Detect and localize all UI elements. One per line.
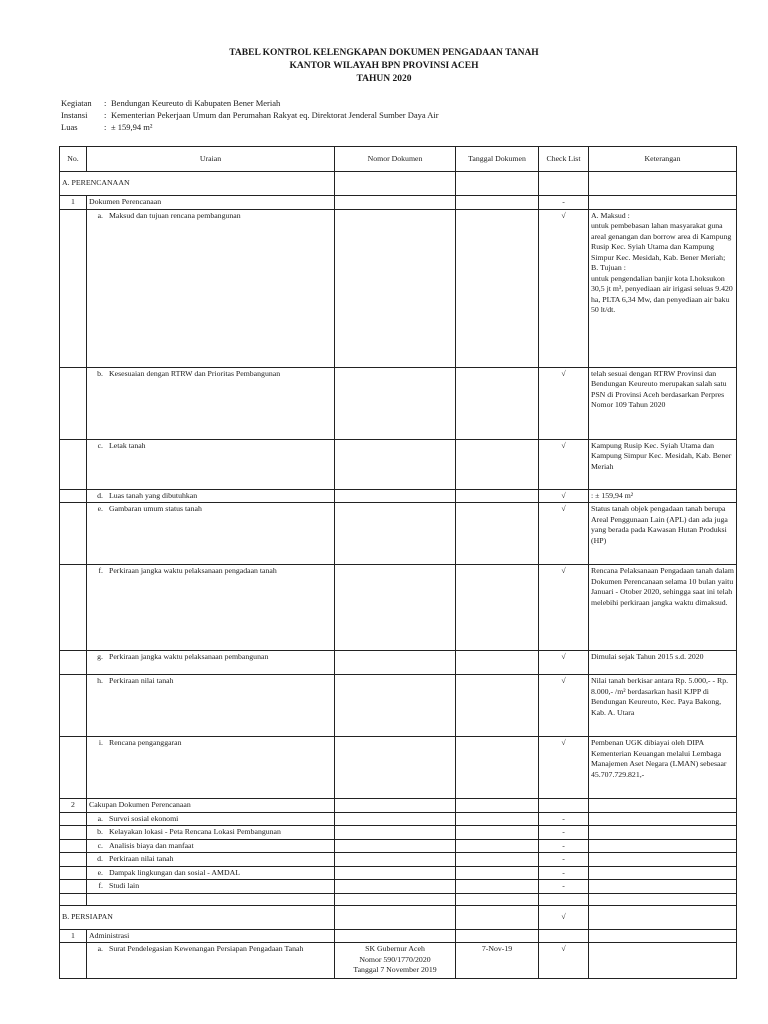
row-uraian (87, 812, 335, 826)
empty-cell (456, 209, 539, 367)
header-nomor-dokumen: Nomor Dokumen (335, 147, 456, 172)
meta-colon: : (104, 110, 107, 120)
row-check: √ (539, 943, 589, 979)
table-row (60, 367, 737, 439)
item-letter: a. (97, 210, 103, 220)
empty-cell (60, 943, 87, 979)
empty-cell (335, 489, 456, 503)
row-check: √ (539, 651, 589, 675)
empty-cell (539, 893, 589, 905)
item-letter: a. (97, 813, 103, 823)
item-letter: b. (97, 827, 103, 836)
header-no: No. (60, 147, 87, 172)
empty-cell (335, 367, 456, 439)
meta-value: ± 159,94 m² (111, 122, 153, 132)
empty-cell (589, 826, 737, 840)
empty-cell (456, 880, 539, 894)
item-text: Rencana penganggaran (109, 738, 182, 747)
spacer-row (60, 893, 737, 905)
empty-cell (456, 905, 539, 929)
item-letter: h. (97, 676, 103, 685)
empty-cell (539, 172, 589, 196)
empty-cell (60, 826, 87, 840)
row-keterangan: Status tanah objek pengadaan tanah berupa Areal Penggunaan Lain (APL) dan ada juga yang berada pada Kawasan Hutan Produksi (HP) (589, 503, 737, 565)
empty-cell (456, 675, 539, 737)
empty-cell (589, 172, 737, 196)
empty-cell (456, 799, 539, 813)
empty-cell (456, 196, 539, 210)
table-row (60, 853, 737, 867)
row-uraian (87, 439, 335, 489)
empty-cell (60, 489, 87, 503)
row-check: √ (539, 565, 589, 651)
item-text: Analisis biaya dan manfaat (109, 840, 194, 850)
item-letter: e. (97, 504, 103, 513)
meta-label: Kegiatan (61, 98, 92, 108)
table-row (60, 439, 737, 489)
item-text: Maksud dan tujuan rencana pembangunan (109, 210, 241, 220)
empty-cell (335, 196, 456, 210)
empty-cell (335, 675, 456, 737)
empty-cell (335, 651, 456, 675)
meta-value: Kementerian Pekerjaan Umum dan Perumahan Rakyat eq. Direktorat Jenderal Sumber Daya Air (111, 110, 439, 120)
control-table (59, 146, 737, 979)
row-number: 2 (60, 799, 87, 813)
row-check: √ (539, 675, 589, 737)
meta-colon: : (104, 98, 107, 108)
row-uraian (87, 839, 335, 853)
table-row (60, 880, 737, 894)
row-keterangan: Dimulai sejak Tahun 2015 s.d. 2020 (589, 651, 737, 675)
row-uraian (87, 826, 335, 840)
item-text: Kelayakan lokasi - Peta Rencana Lokasi Pembangunan (109, 827, 281, 836)
item-text: Letak tanah (109, 440, 146, 450)
empty-cell (60, 880, 87, 894)
empty-cell (456, 172, 539, 196)
row-nomor-dokumen: SK Gubernur Aceh Nomor 590/1770/2020 Tanggal 7 November 2019 (335, 943, 456, 979)
item-text: Studi lain (109, 881, 140, 890)
table-row (60, 943, 737, 979)
empty-cell (335, 503, 456, 565)
row-uraian (87, 737, 335, 799)
table-row (60, 489, 737, 503)
empty-cell (335, 209, 456, 367)
row-tanggal-dokumen: 7-Nov-19 (456, 943, 539, 979)
empty-cell (60, 209, 87, 367)
table-row (60, 826, 737, 840)
row-check: √ (539, 367, 589, 439)
item-letter: g. (97, 652, 103, 661)
empty-cell (335, 866, 456, 880)
row-check: - (539, 812, 589, 826)
empty-cell (335, 826, 456, 840)
item-letter: f. (98, 566, 103, 575)
item-text: Luas tanah yang dibutuhkan (109, 490, 198, 500)
empty-cell (60, 675, 87, 737)
empty-cell (456, 812, 539, 826)
empty-cell (60, 812, 87, 826)
row-check: - (539, 880, 589, 894)
row-keterangan: telah sesuai dengan RTRW Provinsi dan Bendungan Keureuto merupakan salah satu PSN di Provinsi Aceh berdasarkan Perpres Nomor 109 Tahun 2020 (589, 367, 737, 439)
section-row (60, 905, 737, 929)
table-row (60, 675, 737, 737)
row-uraian (87, 943, 335, 979)
item-text: Perkiraan nilai tanah (109, 676, 174, 685)
item-letter: d. (97, 490, 103, 500)
item-text: Perkiraan nilai tanah (109, 854, 174, 863)
item-text: Surat Pendelegasian Kewenangan Persiapan Pengadaan Tanah (109, 944, 304, 953)
section-check: √ (539, 905, 589, 929)
section-label: B. PERSIAPAN (60, 905, 335, 929)
empty-cell (87, 893, 335, 905)
section-label: A. PERENCANAAN (60, 172, 335, 196)
header-uraian: Uraian (87, 147, 335, 172)
doc-title: TABEL KONTROL KELENGKAPAN DOKUMEN PENGADAAN TANAH (229, 48, 539, 58)
row-check: - (539, 839, 589, 853)
header-check-list: Check List (539, 147, 589, 172)
item-letter: c. (97, 840, 103, 850)
row-check: √ (539, 737, 589, 799)
row-uraian (87, 209, 335, 367)
table-row (60, 839, 737, 853)
empty-cell (589, 799, 737, 813)
empty-cell (335, 812, 456, 826)
empty-cell (335, 839, 456, 853)
empty-cell (539, 799, 589, 813)
row-check: - (539, 866, 589, 880)
row-uraian (87, 675, 335, 737)
row-keterangan: Kampung Rusip Kec. Syiah Utama dan Kampung Simpur Kec. Mesidah, Kab. Bener Meriah (589, 439, 737, 489)
row-check: √ (539, 503, 589, 565)
item-letter: i. (98, 738, 103, 747)
empty-cell (456, 826, 539, 840)
row-check: √ (539, 489, 589, 503)
empty-cell (60, 893, 87, 905)
table-row (60, 866, 737, 880)
empty-cell (335, 565, 456, 651)
doc-subtitle-year: TAHUN 2020 (356, 74, 412, 84)
empty-cell (589, 839, 737, 853)
row-title: Cakupan Dokumen Perencanaan (87, 799, 335, 813)
empty-cell (589, 880, 737, 894)
item-letter: a. (97, 944, 103, 953)
meta-colon: : (104, 122, 107, 132)
item-text: Dampak lingkungan dan sosial - AMDAL (109, 867, 241, 877)
item-text: Perkiraan jangka waktu pelaksanaan pengadaan tanah (109, 566, 277, 575)
empty-cell (60, 565, 87, 651)
doc-subtitle-office: KANTOR WILAYAH BPN PROVINSI ACEH (289, 61, 479, 71)
row-title: Dokumen Perencanaan (87, 196, 335, 210)
empty-cell (456, 737, 539, 799)
table-row (60, 799, 737, 813)
meta-label: Luas (61, 122, 78, 132)
item-text: Survei sosial ekonomi (109, 813, 179, 823)
empty-cell (456, 929, 539, 943)
empty-cell (60, 839, 87, 853)
row-keterangan: Pembenan UGK dibiayai oleh DIPA Kementerian Keuangan melalui Lembaga Manajemen Aset Negara (LMAN) sebesaar 45.707.729.821,- (589, 737, 737, 799)
empty-cell (589, 853, 737, 867)
empty-cell (456, 489, 539, 503)
row-uraian (87, 866, 335, 880)
empty-cell (456, 651, 539, 675)
empty-cell (335, 737, 456, 799)
empty-cell (60, 737, 87, 799)
table-row (60, 651, 737, 675)
section-row (60, 172, 737, 196)
empty-cell (60, 503, 87, 565)
table-row (60, 209, 737, 367)
meta-value: Bendungan Keureuto di Kabupaten Bener Meriah (111, 98, 281, 108)
row-check: - (539, 853, 589, 867)
empty-cell (335, 799, 456, 813)
empty-cell (589, 943, 737, 979)
header-tanggal-dokumen: Tanggal Dokumen (456, 147, 539, 172)
empty-cell (335, 905, 456, 929)
empty-cell (589, 866, 737, 880)
empty-cell (539, 929, 589, 943)
row-keterangan: Rencana Pelaksanaan Pengadaan tanah dalam Dokumen Perencanaan selama 10 bulan yaitu Januari - Otober 2020, sehingga saat ini telah melebihi perkiraan jangka waktu dimaksud. (589, 565, 737, 651)
table-row (60, 929, 737, 943)
table-row (60, 196, 737, 210)
table-row (60, 503, 737, 565)
empty-cell (456, 439, 539, 489)
table-row (60, 737, 737, 799)
row-number: 1 (60, 929, 87, 943)
item-letter: c. (97, 440, 103, 450)
row-check: - (539, 826, 589, 840)
row-check: - (539, 196, 589, 210)
row-uraian (87, 651, 335, 675)
empty-cell (589, 905, 737, 929)
empty-cell (335, 880, 456, 894)
row-check: √ (539, 439, 589, 489)
empty-cell (456, 866, 539, 880)
item-text: Gambaran umum status tanah (109, 504, 202, 513)
header-keterangan: Keterangan (589, 147, 737, 172)
row-check: √ (539, 209, 589, 367)
empty-cell (456, 367, 539, 439)
empty-cell (456, 565, 539, 651)
empty-cell (60, 651, 87, 675)
empty-cell (60, 367, 87, 439)
table-row (60, 565, 737, 651)
row-keterangan: : ± 159,94 m² (589, 489, 737, 503)
empty-cell (60, 439, 87, 489)
row-keterangan: A. Maksud : untuk pembebasan lahan masyarakat guna areal genangan dan borrow area di Kampung Rusip Kec. Syiah Utama dan Kampung Simpur Kec. Mesidah, Kab. Bener Meriah; B. Tujuan : untuk pengendalian banjir kota Lhoksukon 30,5 jt m³, penyediaan air irigasi seluas 9.420 ha, PLTA 6,34 Mw, dan penyediaan air baku 50 lt/dt. (589, 209, 737, 367)
item-letter: e. (97, 867, 103, 877)
empty-cell (335, 172, 456, 196)
table-header-row (60, 147, 737, 172)
empty-cell (589, 929, 737, 943)
meta-label: Instansi (61, 110, 88, 120)
empty-cell (456, 853, 539, 867)
row-uraian (87, 503, 335, 565)
item-text: Perkiraan jangka waktu pelaksanaan pembangunan (109, 652, 269, 661)
item-text: Kesesuaian dengan RTRW dan Prioritas Pembangunan (109, 368, 281, 378)
empty-cell (60, 853, 87, 867)
row-number: 1 (60, 196, 87, 210)
empty-cell (456, 503, 539, 565)
row-uraian (87, 367, 335, 439)
row-keterangan: Nilai tanah berkisar antara Rp. 5.000,- - Rp. 8.000,- /m² berdasarkan hasil KJPP di Bendungan Keureuto, Kec. Paya Bakong, Kab. A. Utara (589, 675, 737, 737)
row-title: Administrasi (87, 929, 335, 943)
empty-cell (456, 839, 539, 853)
item-letter: d. (97, 854, 103, 863)
empty-cell (335, 439, 456, 489)
row-uraian (87, 489, 335, 503)
row-uraian (87, 853, 335, 867)
empty-cell (589, 812, 737, 826)
empty-cell (589, 196, 737, 210)
empty-cell (589, 893, 737, 905)
empty-cell (456, 893, 539, 905)
item-letter: b. (97, 368, 103, 378)
table-row (60, 812, 737, 826)
empty-cell (335, 893, 456, 905)
item-letter: f. (98, 881, 103, 890)
row-uraian (87, 880, 335, 894)
row-uraian (87, 565, 335, 651)
empty-cell (60, 866, 87, 880)
empty-cell (335, 929, 456, 943)
empty-cell (335, 853, 456, 867)
